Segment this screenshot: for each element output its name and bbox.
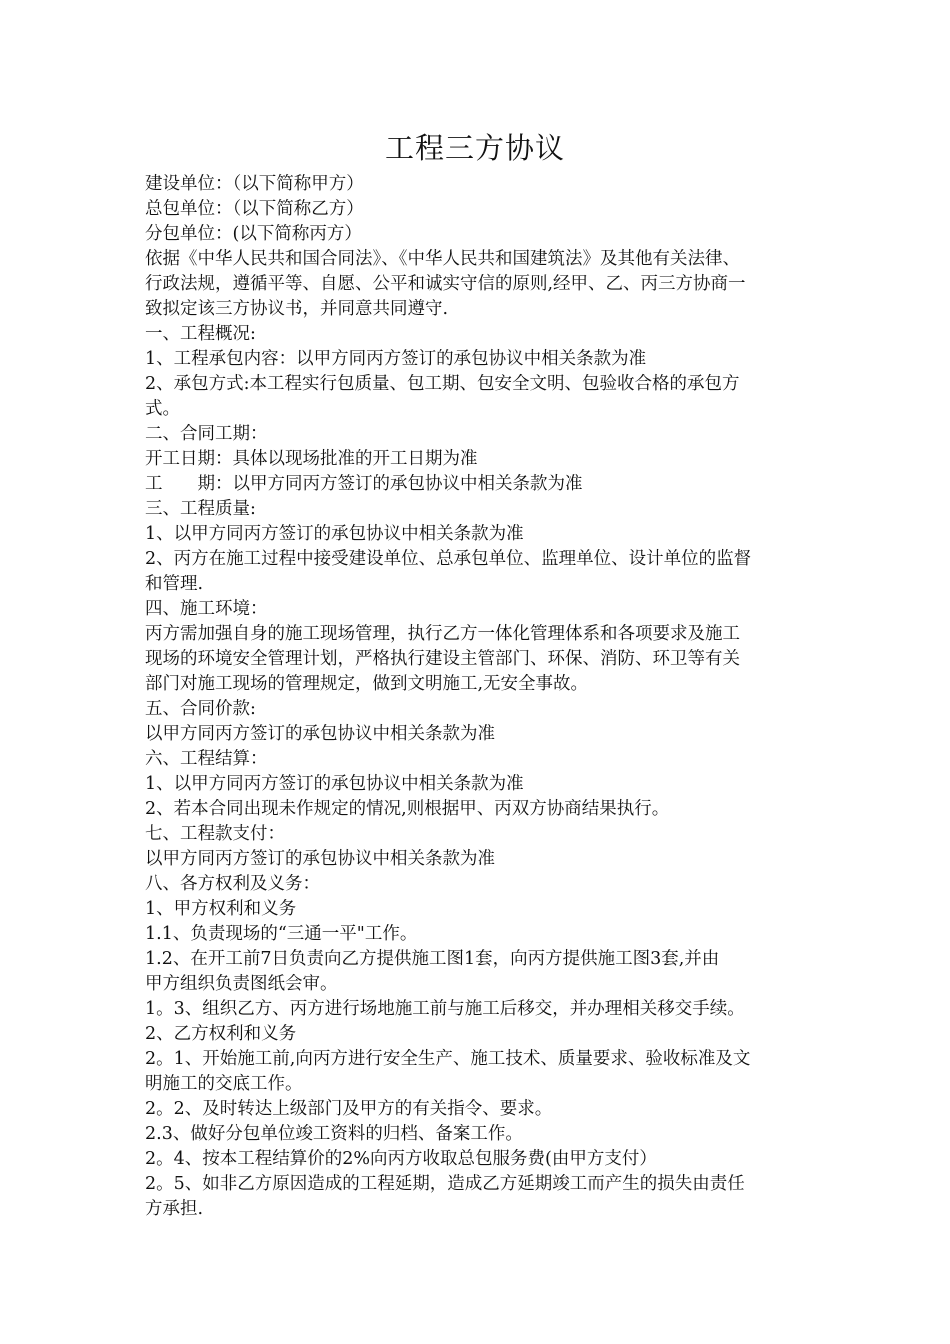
section-heading: 五、合同价款: [145,699,256,719]
text-line: 甲方组织负责图纸会审。 [145,974,338,994]
text-line: 2、乙方权利和义务 [145,1024,297,1044]
section-heading: 一、工程概况: [145,324,256,344]
section-heading: 四、施工环境： [145,599,268,619]
text-line: 1、以甲方同丙方签订的承包协议中相关条款为准 [145,774,524,794]
text-line: 2。5、如非乙方原因造成的工程延期，造成乙方延期竣工而产生的损失由责任 [145,1174,745,1194]
text-line: 部门对施工现场的管理规定，做到文明施工,无安全事故。 [145,674,589,694]
section-heading: 六、工程结算： [145,749,268,769]
text-line: 2。2、及时转达上级部门及甲方的有关指令、要求。 [145,1099,553,1119]
text-line: 建设单位：（以下简称甲方） [145,174,364,194]
section-heading: 三、工程质量: [145,499,256,519]
section-heading: 八、各方权利及义务： [145,874,320,894]
text-line: 明施工的交底工作。 [145,1074,303,1094]
text-line: 以甲方同丙方签订的承包协议中相关条款为准 [145,849,495,869]
text-line: 1。3、组织乙方、丙方进行场地施工前与施工后移交，并办理相关移交手续。 [145,999,745,1019]
document-body [145,172,815,1222]
text-line: 2、承包方式:本工程实行包质量、包工期、包安全文明、包验收合格的承包方 [145,374,740,394]
text-line: 丙方需加强自身的施工现场管理，执行乙方一体化管理体系和各项要求及施工 [145,624,740,644]
text-line: 方承担. [145,1199,204,1219]
text-line: 式。 [145,399,180,419]
text-line: 1、工程承包内容：以甲方同丙方签订的承包协议中相关条款为准 [145,349,647,369]
text-line: 行政法规，遵循平等、自愿、公平和诚实守信的原则,经甲、乙、丙三方协商一 [145,274,746,294]
text-line: 1、甲方权利和义务 [145,899,297,919]
text-line: 分包单位：(以下简称丙方） [145,224,362,244]
text-line: 1.1、负责现场的“三通一平"工作。 [145,924,418,944]
text-line: 致拟定该三方协议书，并同意共同遵守. [145,299,449,319]
text-line: 工 期：以甲方同丙方签订的承包协议中相关条款为准 [145,474,583,494]
text-line: 开工日期：具体以现场批准的开工日期为准 [145,449,478,469]
text-line: 现场的环境安全管理计划，严格执行建设主管部门、环保、消防、环卫等有关 [145,649,740,669]
text-line: 依据《中华人民共和国合同法》、《中华人民共和国建筑法》及其他有关法律、 [145,249,740,269]
text-line: 2、丙方在施工过程中接受建设单位、总承包单位、监理单位、设计单位的监督 [145,549,752,569]
section-heading: 二、合同工期： [145,424,268,444]
text-line: 2.3、做好分包单位竣工资料的归档、备案工作。 [145,1124,523,1144]
text-line: 2。1、开始施工前,向丙方进行安全生产、施工技术、质量要求、验收标准及文 [145,1049,751,1069]
text-line: 2。4、按本工程结算价的2%向丙方收取总包服务费(由甲方支付） [145,1149,657,1169]
text-line: 总包单位：（以下简称乙方） [145,199,364,219]
text-line: 1、以甲方同丙方签订的承包协议中相关条款为准 [145,524,524,544]
section-heading: 七、工程款支付： [145,824,285,844]
text-line: 1.2、在开工前7日负责向乙方提供施工图1套，向丙方提供施工图3套,并由 [145,949,720,969]
text-line: 2、若本合同出现未作规定的情况,则根据甲、丙双方协商结果执行。 [145,799,670,819]
text-line: 和管理. [145,574,204,594]
text-line: 以甲方同丙方签订的承包协议中相关条款为准 [145,724,495,744]
document-title: 工程三方协议 [384,131,565,165]
